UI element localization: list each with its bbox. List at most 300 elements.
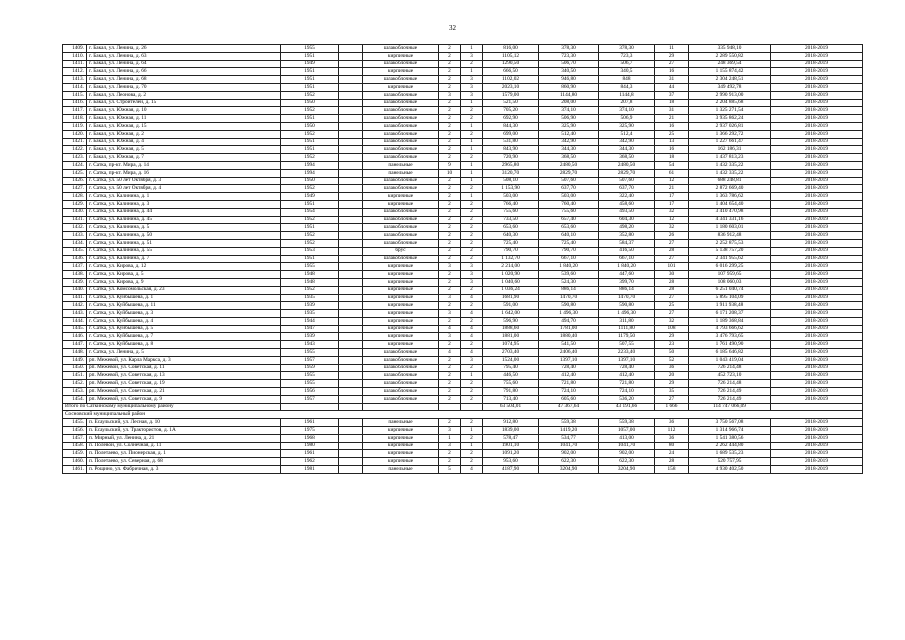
year-commissioned-cell <box>339 395 363 403</box>
row-number-cell: 1412. <box>63 68 87 76</box>
address-cell: г. Бакал, ул. Строителей, д. 15 <box>87 99 281 107</box>
residents-cell: 36 <box>655 434 689 442</box>
wall-material-cell: шлакоблочные <box>363 395 439 403</box>
total-area-cell: 755,60 <box>483 380 539 388</box>
repair-period-cell: 2018-2019 <box>771 146 863 154</box>
wall-material-cell: кирпичные <box>363 442 439 450</box>
living-area-cell: 1144,80 <box>539 91 599 99</box>
total-area-cell: 733,50 <box>483 216 539 224</box>
year-built-cell: 1951 <box>281 115 339 123</box>
row-number-cell: 1449. <box>63 356 87 364</box>
living-area-cell: 946,80 <box>539 76 599 84</box>
living-area-cell: 667,10 <box>539 255 599 263</box>
living-area-cell: 3204,90 <box>539 466 599 474</box>
section-row <box>63 411 863 419</box>
row-number-cell: 1437. <box>63 263 87 271</box>
year-built-cell: 1955 <box>281 349 339 357</box>
residents-cell: 32 <box>655 317 689 325</box>
floors-cell: 2 <box>439 317 461 325</box>
residents-cell: 29 <box>655 52 689 60</box>
floors-cell: 2 <box>439 458 461 466</box>
entrances-cell: 1 <box>461 442 483 450</box>
address-cell: г. Бакал, ул. Ленина, д. 64 <box>87 60 281 68</box>
residents-cell: 80 <box>655 442 689 450</box>
wall-material-cell: кирпичные <box>363 434 439 442</box>
address-cell: г. Сатка, ул. Куйбышева, д. 1 <box>87 294 281 302</box>
living-area-cell: 1880,40 <box>539 333 599 341</box>
entrances-cell: 1 <box>461 427 483 435</box>
year-commissioned-cell <box>339 317 363 325</box>
residential-area-cell: 447,60 <box>599 271 655 279</box>
table-row <box>63 419 863 427</box>
residential-area-cell: 536,20 <box>599 395 655 403</box>
floors-cell: 2 <box>439 193 461 201</box>
repair-cost-cell: 726 214,48 <box>689 364 771 372</box>
address-cell: г. Сатка, ул. Кирова, д. 12 <box>87 263 281 271</box>
entrances-cell: 2 <box>461 216 483 224</box>
wall-material-cell: кирпичные <box>363 458 439 466</box>
row-number-cell: 1423. <box>63 154 87 162</box>
year-built-cell: 1951 <box>281 146 339 154</box>
address-cell: г. Сатка, ул. Куйбышева, д. 3 <box>87 310 281 318</box>
repair-cost-cell: 3 750 567,08 <box>689 419 771 427</box>
year-built-cell: 1952 <box>281 91 339 99</box>
living-area-cell: 640,10 <box>539 232 599 240</box>
floors-cell: 2 <box>439 364 461 372</box>
floors-cell: 2 <box>439 224 461 232</box>
year-built-cell: 1947 <box>281 325 339 333</box>
wall-material-cell: шлакоблочные <box>363 60 439 68</box>
address-cell: п. Рощино, ул. Фабричная, д. 3 <box>87 466 281 474</box>
table-row <box>63 232 863 240</box>
wall-material-cell: шлакоблочные <box>363 239 439 247</box>
repair-period-cell: 2018-2019 <box>771 193 863 201</box>
total-area-cell: 816,00 <box>483 45 539 53</box>
residents-cell: 61 <box>655 169 689 177</box>
year-commissioned-cell <box>339 232 363 240</box>
repair-period-cell: 2018-2019 <box>771 99 863 107</box>
section-title: Сосновский муниципальный район <box>63 411 863 419</box>
residential-area-cell: 559,38 <box>599 419 655 427</box>
entrances-cell: 2 <box>461 395 483 403</box>
repair-period-cell: 2018-2019 <box>771 271 863 279</box>
floors-cell: 2 <box>439 255 461 263</box>
address-cell: рп. Межевой, ул. Советская, д. 19 <box>87 380 281 388</box>
repair-cost-cell: 1 911 938,48 <box>689 302 771 310</box>
table-row <box>63 76 863 84</box>
living-area-cell: 653,60 <box>539 224 599 232</box>
wall-material-cell: кирпичные <box>363 302 439 310</box>
living-area-cell: 725,40 <box>539 239 599 247</box>
total-area-cell: 2 214,00 <box>483 263 539 271</box>
year-commissioned-cell <box>339 427 363 435</box>
living-area-cell: 1419,20 <box>539 427 599 435</box>
row-number-cell: 1434. <box>63 239 87 247</box>
repair-period-cell: 2018-2019 <box>771 208 863 216</box>
total-cell <box>771 403 863 411</box>
year-built-cell: 1949 <box>281 60 339 68</box>
address-cell: г. Сатка, ул. 50 лет Октября, д. 3 <box>87 177 281 185</box>
residents-cell: 30 <box>655 271 689 279</box>
total-area-cell: 843,90 <box>483 146 539 154</box>
year-built-cell: 1953 <box>281 247 339 255</box>
year-commissioned-cell <box>339 76 363 84</box>
repair-period-cell: 2018-2019 <box>771 45 863 53</box>
repair-period-cell: 2018-2019 <box>771 60 863 68</box>
floors-cell: 2 <box>439 146 461 154</box>
row-number-cell: 1455. <box>63 419 87 427</box>
year-built-cell: 1952 <box>281 239 339 247</box>
row-number-cell: 1438. <box>63 271 87 279</box>
row-number-cell: 1452. <box>63 380 87 388</box>
year-built-cell: 1950 <box>281 99 339 107</box>
year-built-cell: 1952 <box>281 130 339 138</box>
table-row <box>63 193 863 201</box>
residential-area-cell: 458,60 <box>599 200 655 208</box>
year-commissioned-cell <box>339 325 363 333</box>
row-number-cell: 1414. <box>63 83 87 91</box>
repair-cost-cell: 2 304 248,51 <box>689 76 771 84</box>
row-number-cell: 1458. <box>63 442 87 450</box>
wall-material-cell: кирпичные <box>363 83 439 91</box>
living-area-cell: 559,38 <box>539 419 599 427</box>
table-row <box>63 115 863 123</box>
wall-material-cell: кирпичные <box>363 333 439 341</box>
table-row <box>63 333 863 341</box>
living-area-cell: 728,40 <box>539 364 599 372</box>
living-area-cell: 1397,10 <box>539 356 599 364</box>
row-number-cell: 1417. <box>63 107 87 115</box>
year-commissioned-cell <box>339 91 363 99</box>
address-cell: г. Сатка, ул. Калинина, д. 3 <box>87 200 281 208</box>
wall-material-cell: кирпичные <box>363 450 439 458</box>
repair-cost-cell: 1 689 535,23 <box>689 450 771 458</box>
residents-cell: 27 <box>655 239 689 247</box>
year-built-cell: 1952 <box>281 232 339 240</box>
residents-cell: 28 <box>655 247 689 255</box>
repair-cost-cell: 1 155 874,42 <box>689 68 771 76</box>
floors-cell: 2 <box>439 239 461 247</box>
total-area-cell: 725,40 <box>483 239 539 247</box>
row-number-cell: 1444. <box>63 317 87 325</box>
row-number-cell: 1446. <box>63 333 87 341</box>
year-commissioned-cell <box>339 271 363 279</box>
residential-area-cell: 493,50 <box>599 208 655 216</box>
residents-cell: 21 <box>655 185 689 193</box>
residential-area-cell: 1179,50 <box>599 333 655 341</box>
wall-material-cell: кирпичные <box>363 271 439 279</box>
year-commissioned-cell <box>339 208 363 216</box>
residential-area-cell: 1041,70 <box>599 442 655 450</box>
repair-period-cell: 2018-2019 <box>771 278 863 286</box>
wall-material-cell: шлакоблочные <box>363 115 439 123</box>
table-row <box>63 224 863 232</box>
year-built-cell: 1952 <box>281 216 339 224</box>
repair-cost-cell: 2 262 444,80 <box>689 442 771 450</box>
table-row <box>63 239 863 247</box>
year-commissioned-cell <box>339 442 363 450</box>
residents-cell: 108 <box>655 325 689 333</box>
total-area-cell: 4187,90 <box>483 466 539 474</box>
year-commissioned-cell <box>339 458 363 466</box>
row-number-cell: 1425. <box>63 169 87 177</box>
repair-cost-cell: 2 341 955,62 <box>689 255 771 263</box>
table-row <box>63 200 863 208</box>
residential-area-cell: 342,90 <box>599 138 655 146</box>
year-built-cell: 1951 <box>281 224 339 232</box>
wall-material-cell: кирпичные <box>363 52 439 60</box>
table-row <box>63 294 863 302</box>
address-cell: г. Бакал, ул. Ленина, д. 26 <box>87 45 281 53</box>
year-built-cell: 1951 <box>281 83 339 91</box>
table-row <box>63 395 863 403</box>
address-cell: п. Есаульский, ул. Трактористов, д. 1А <box>87 427 281 435</box>
year-commissioned-cell <box>339 185 363 193</box>
total-area-cell: 2023,10 <box>483 83 539 91</box>
total-area-cell: 521,50 <box>483 99 539 107</box>
entrances-cell: 3 <box>461 52 483 60</box>
year-built-cell: 1957 <box>281 356 339 364</box>
wall-material-cell: шлакоблочные <box>363 208 439 216</box>
entrances-cell: 2 <box>461 130 483 138</box>
residents-cell: 50 <box>655 349 689 357</box>
residential-area-cell: 584,37 <box>599 239 655 247</box>
address-cell: п. Полевой, ул. Солнечная, д. 11 <box>87 442 281 450</box>
year-commissioned-cell <box>339 364 363 372</box>
repair-period-cell: 2018-2019 <box>771 91 863 99</box>
residential-area-cell: 512,4 <box>599 130 655 138</box>
residents-cell: 17 <box>655 193 689 201</box>
floors-cell: 2 <box>439 115 461 123</box>
table-row <box>63 380 863 388</box>
floors-cell: 2 <box>439 99 461 107</box>
residential-area-cell: 311,80 <box>599 317 655 325</box>
residential-area-cell: 207,8 <box>599 99 655 107</box>
floors-cell: 10 <box>439 169 461 177</box>
repair-cost-cell: 726 214,49 <box>689 388 771 396</box>
wall-material-cell: шлакоблочные <box>363 364 439 372</box>
year-built-cell: 1975 <box>281 427 339 435</box>
living-area-cell: 886,14 <box>539 286 599 294</box>
total-area-cell: 791,80 <box>483 388 539 396</box>
table-row <box>63 216 863 224</box>
living-area-cell: 860,90 <box>539 83 599 91</box>
entrances-cell: 2 <box>461 239 483 247</box>
repair-cost-cell: 452 723,10 <box>689 372 771 380</box>
residential-area-cell: 1111,80 <box>599 325 655 333</box>
residents-cell: 16 <box>655 68 689 76</box>
residential-area-cell: 728,40 <box>599 364 655 372</box>
entrances-cell: 2 <box>461 364 483 372</box>
address-cell: п. Полетаево, ул. Пионерская, д. 1 <box>87 450 281 458</box>
floors-cell: 3 <box>439 294 461 302</box>
wall-material-cell: шлакоблочные <box>363 216 439 224</box>
floors-cell: 2 <box>439 60 461 68</box>
wall-material-cell: кирпичные <box>363 286 439 294</box>
address-cell: г. Сатка, ул. Куйбышева, д. 8 <box>87 341 281 349</box>
living-area-cell: 2406,40 <box>539 349 599 357</box>
entrances-cell: 2 <box>461 458 483 466</box>
repair-period-cell: 2018-2019 <box>771 466 863 474</box>
entrances-cell: 4 <box>461 466 483 474</box>
residents-cell: 27 <box>655 60 689 68</box>
floors-cell: 2 <box>439 372 461 380</box>
repair-cost-cell: 6 171 208,37 <box>689 310 771 318</box>
total-area-cell: 1681,90 <box>483 294 539 302</box>
year-commissioned-cell <box>339 278 363 286</box>
repair-period-cell: 2018-2019 <box>771 216 863 224</box>
floors-cell: 2 <box>439 45 461 53</box>
living-area-cell: 1041,70 <box>539 442 599 450</box>
table-row <box>63 271 863 279</box>
floors-cell: 2 <box>439 154 461 162</box>
table-row <box>63 458 863 466</box>
year-commissioned-cell <box>339 216 363 224</box>
residential-area-cell: 1397,10 <box>599 356 655 364</box>
residents-cell: 52 <box>655 356 689 364</box>
residents-cell: 21 <box>655 115 689 123</box>
year-built-cell: 1955 <box>281 380 339 388</box>
address-cell: г. Сатка, ул. Куйбышева, д. 7 <box>87 333 281 341</box>
total-area-cell: 666,50 <box>483 68 539 76</box>
living-area-cell: 412,40 <box>539 372 599 380</box>
year-built-cell: 1981 <box>281 466 339 474</box>
year-built-cell: 1954 <box>281 208 339 216</box>
repair-period-cell: 2018-2019 <box>771 286 863 294</box>
wall-material-cell: шлакоблочные <box>363 177 439 185</box>
living-area-cell: 2480,50 <box>539 161 599 169</box>
residents-cell: 36 <box>655 364 689 372</box>
year-commissioned-cell <box>339 60 363 68</box>
residential-area-cell: 325,90 <box>599 122 655 130</box>
address-cell: рп. Межевой, ул. Советская, д. 13 <box>87 372 281 380</box>
repair-period-cell: 2018-2019 <box>771 427 863 435</box>
table-row <box>63 122 863 130</box>
row-number-cell: 1456. <box>63 427 87 435</box>
table-row <box>63 466 863 474</box>
entrances-cell: 4 <box>461 294 483 302</box>
wall-material-cell: шлакоблочные <box>363 380 439 388</box>
entrances-cell: 2 <box>461 434 483 442</box>
row-number-cell: 1450. <box>63 364 87 372</box>
year-commissioned-cell <box>339 224 363 232</box>
total-area-cell: 1524,00 <box>483 356 539 364</box>
total-area-cell: 640,30 <box>483 232 539 240</box>
total-area-cell: 1074,95 <box>483 341 539 349</box>
floors-cell: 2 <box>439 216 461 224</box>
address-cell: г. Бакал, ул. Ленина, д. 66 <box>87 68 281 76</box>
residents-cell: 17 <box>655 200 689 208</box>
year-built-cell: 1951 <box>281 76 339 84</box>
repair-period-cell: 2018-2019 <box>771 372 863 380</box>
address-cell: г. Сатка, ул. Калинина, д. 1 <box>87 193 281 201</box>
year-commissioned-cell <box>339 310 363 318</box>
table-row <box>63 161 863 169</box>
address-cell: г. Сатка, ул. Куйбышева, д. 11 <box>87 302 281 310</box>
entrances-cell: 2 <box>461 185 483 193</box>
year-commissioned-cell <box>339 341 363 349</box>
repair-period-cell: 2018-2019 <box>771 83 863 91</box>
entrances-cell: 3 <box>461 83 483 91</box>
floors-cell: 2 <box>439 302 461 310</box>
address-cell: г. Сатка, ул. 50 лет Октября, д. 4 <box>87 185 281 193</box>
total-area-cell: 720,90 <box>483 154 539 162</box>
repair-cost-cell: 1 043 419,04 <box>689 356 771 364</box>
living-area-cell: 657,40 <box>539 216 599 224</box>
residential-area-cell: 724,10 <box>599 388 655 396</box>
wall-material-cell: панельные <box>363 169 439 177</box>
address-cell: г. Сатка, ул. Куйбышева, д. 4 <box>87 317 281 325</box>
living-area-cell: 1 496,30 <box>539 310 599 318</box>
year-commissioned-cell <box>339 255 363 263</box>
total-area-cell: 503,00 <box>483 193 539 201</box>
wall-material-cell: кирпичные <box>363 294 439 302</box>
residents-cell: 26 <box>655 232 689 240</box>
row-number-cell: 1459. <box>63 450 87 458</box>
entrances-cell: 4 <box>461 333 483 341</box>
total-area-cell: 755,60 <box>483 208 539 216</box>
residents-cell: 31 <box>655 107 689 115</box>
year-built-cell: 1959 <box>281 364 339 372</box>
repair-period-cell: 2018-2019 <box>771 356 863 364</box>
year-commissioned-cell <box>339 169 363 177</box>
total-row <box>63 403 863 411</box>
residential-area-cell: 506,9 <box>599 115 655 123</box>
table-row <box>63 146 863 154</box>
living-area-cell: 622,30 <box>539 458 599 466</box>
table-row <box>63 68 863 76</box>
wall-material-cell: шлакоблочные <box>363 45 439 53</box>
entrances-cell: 1 <box>461 99 483 107</box>
entrances-cell: 2 <box>461 224 483 232</box>
total-area-cell: 1102,02 <box>483 76 539 84</box>
floors-cell: 5 <box>439 466 461 474</box>
entrances-cell: 2 <box>461 286 483 294</box>
residential-area-cell: 1 496,30 <box>599 310 655 318</box>
floors-cell: 2 <box>439 107 461 115</box>
repair-period-cell: 2018-2019 <box>771 177 863 185</box>
total-area-cell: 596,90 <box>483 317 539 325</box>
repair-period-cell: 2018-2019 <box>771 310 863 318</box>
repair-period-cell: 2018-2019 <box>771 239 863 247</box>
living-area-cell: 902,00 <box>539 450 599 458</box>
wall-material-cell: кирпичные <box>363 341 439 349</box>
living-area-cell: 506,90 <box>539 115 599 123</box>
year-built-cell: 1951 <box>281 52 339 60</box>
wall-material-cell: кирпичные <box>363 278 439 286</box>
total-area-cell: 1 132,70 <box>483 255 539 263</box>
living-area-cell: 374,10 <box>539 107 599 115</box>
year-built-cell: 1957 <box>281 395 339 403</box>
repair-period-cell: 2018-2019 <box>771 107 863 115</box>
repair-cost-cell: 1 180 603,01 <box>689 224 771 232</box>
wall-material-cell: шлакоблочные <box>363 76 439 84</box>
total-area-cell: 578,47 <box>483 434 539 442</box>
year-commissioned-cell <box>339 154 363 162</box>
entrances-cell: 2 <box>461 154 483 162</box>
repair-cost-cell: 3 410 470,98 <box>689 208 771 216</box>
total-area-cell: 766,40 <box>483 200 539 208</box>
entrances-cell: 2 <box>461 302 483 310</box>
total-area-cell: 790,70 <box>483 247 539 255</box>
residents-cell: 18 <box>655 99 689 107</box>
entrances-cell: 3 <box>461 278 483 286</box>
total-label: Итого по Саткинскому муниципальному району <box>63 403 281 411</box>
floors-cell: 2 <box>439 185 461 193</box>
entrances-cell: 4 <box>461 310 483 318</box>
residential-area-cell: 3204,90 <box>599 466 655 474</box>
row-number-cell: 1427. <box>63 185 87 193</box>
